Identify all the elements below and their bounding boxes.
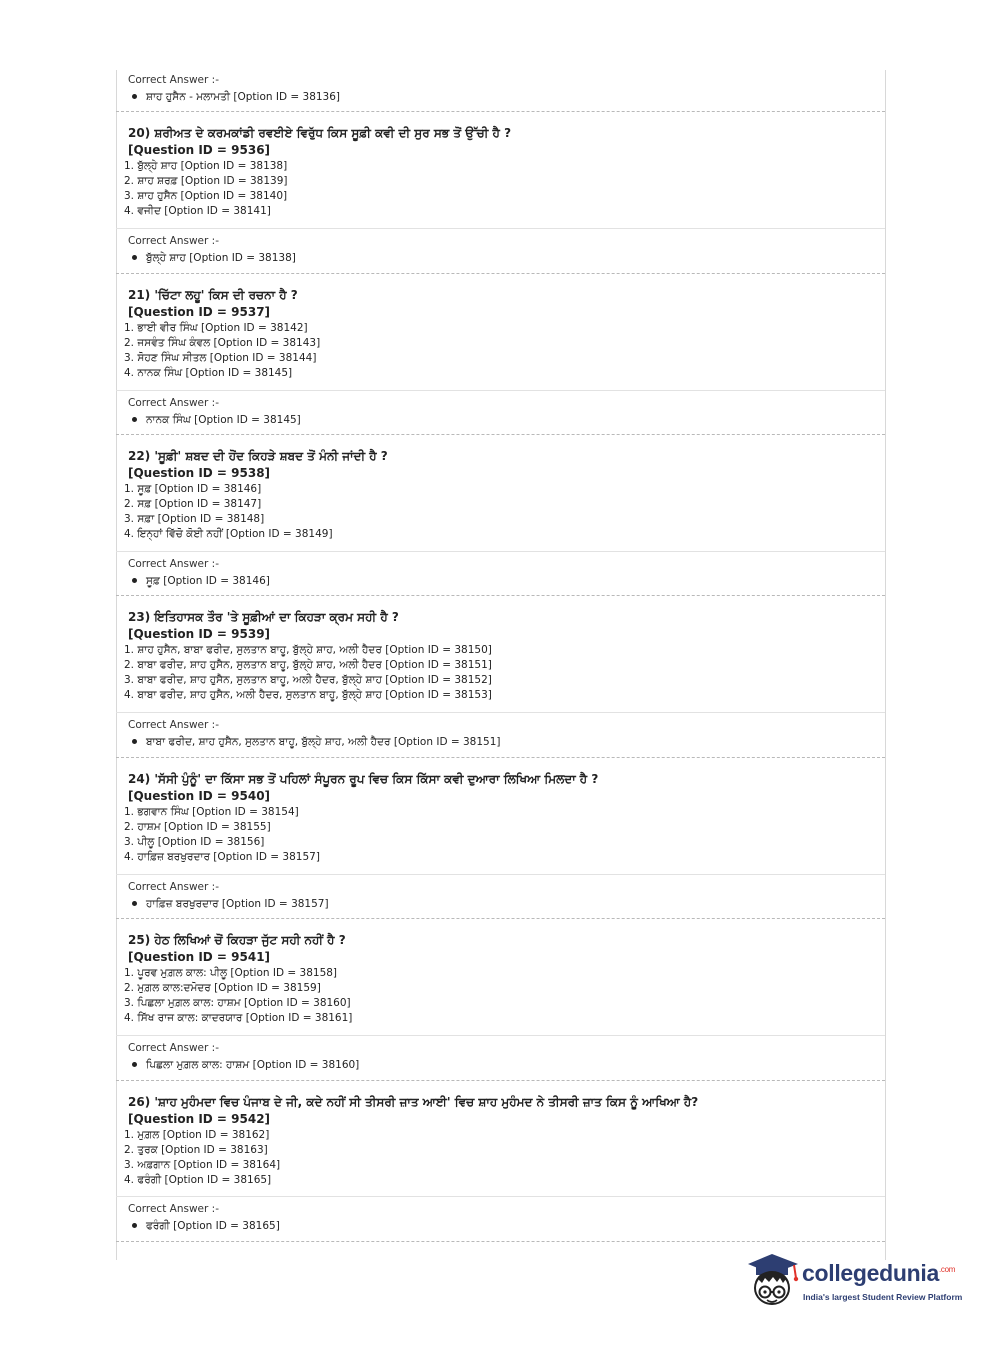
bullet-icon xyxy=(132,1062,137,1067)
answer-block-20 xyxy=(116,233,885,266)
option-item: 4. ਫਰੰਗੀ [Option ID = 38165] xyxy=(124,1174,272,1186)
question-title: 21) 'ਚਿੱਟਾ ਲਹੂ' ਕਿਸ ਦੀ ਰਚਨਾ ਹੈ ? xyxy=(128,288,298,302)
option-item: 3. ਬਾਬਾ ਫਰੀਦ, ਸ਼ਾਹ ਹੁਸੈਨ, ਸੁਲਤਾਨ ਬਾਹੂ, ਅਲੀ ਹੈਦਰ, ਬੁੱਲ੍ਹੇ ਸ਼ਾਹ [Option ID = 38152] xyxy=(124,674,492,686)
question-id: [Question ID = 9542] xyxy=(128,1112,271,1126)
answer-block-23 xyxy=(116,717,885,750)
answer-block-26 xyxy=(116,1201,885,1234)
brand-suffix: .com xyxy=(938,1265,956,1274)
answer-block-22 xyxy=(116,556,885,589)
question-title: 25) ਹੇਠ ਲਿਖਿਆਂ ਚੋਂ ਕਿਹੜਾ ਜੁੱਟ ਸਹੀ ਨਹੀਂ ਹੈ ? xyxy=(128,933,346,947)
option-item: 4. ਨਾਨਕ ਸਿੰਘ [Option ID = 38145] xyxy=(124,367,293,379)
option-item: 2. ਜਸਵੰਤ ਸਿੰਘ ਕੰਵਲ [Option ID = 38143] xyxy=(124,337,321,349)
option-item: 2. ਮੁਗ਼ਲ ਕਾਲ:ਦਮੋਦਰ [Option ID = 38159] xyxy=(124,982,321,994)
brand-name: collegedunia$^{.com}$ xyxy=(802,1260,956,1286)
question-block-24 xyxy=(116,770,885,865)
answer-block-24 xyxy=(116,879,885,912)
option-item: 1. ਬੁੱਲ੍ਹੇ ਸ਼ਾਹ [Option ID = 38138] xyxy=(124,160,288,172)
question-block-21 xyxy=(116,286,885,381)
answer-block-19 xyxy=(116,72,885,105)
correct-answer-value: ਫਰੰਗੀ [Option ID = 38165] xyxy=(128,1218,885,1234)
correct-answer-label: Correct Answer :- xyxy=(128,719,219,731)
correct-answer-label: Correct Answer :- xyxy=(128,74,219,86)
question-id: [Question ID = 9538] xyxy=(128,466,271,480)
answer-block-25 xyxy=(116,1040,885,1073)
option-item: 4. ਹਾਫ਼ਿਜ਼ ਬਰਖੁਰਦਾਰ [Option ID = 38157] xyxy=(124,851,320,863)
question-title: 20) ਸ਼ਰੀਅਤ ਦੇ ਕਰਮਕਾਂਡੀ ਰਵਈਏ ਵਿਰੁੱਧ ਕਿਸ ਸੂਫ਼ੀ ਕਵੀ ਦੀ ਸੁਰ ਸਭ ਤੋਂ ਉੱਚੀ ਹੈ ? xyxy=(128,126,512,140)
option-item: 2. ਬਾਬਾ ਫਰੀਦ, ਸ਼ਾਹ ਹੁਸੈਨ, ਸੁਲਤਾਨ ਬਾਹੂ, ਬੁੱਲ੍ਹੇ ਸ਼ਾਹ, ਅਲੀ ਹੈਦਰ [Option ID = 38151] xyxy=(124,659,492,671)
correct-answer-label: Correct Answer :- xyxy=(128,558,219,570)
question-block-22 xyxy=(116,447,885,542)
option-item: 2. ਸ਼ਾਹ ਸ਼ਰਫ਼ [Option ID = 38139] xyxy=(124,175,288,187)
option-item: 1. ਸ਼ਾਹ ਹੁਸੈਨ, ਬਾਬਾ ਫਰੀਦ, ਸੁਲਤਾਨ ਬਾਹੂ, ਬੁੱਲ੍ਹੇ ਸ਼ਾਹ, ਅਲੀ ਹੈਦਰ [Option ID = 38150] xyxy=(124,644,492,656)
question-id: [Question ID = 9540] xyxy=(128,789,271,803)
option-item: 3. ਸ਼ਾਹ ਹੁਸੈਨ [Option ID = 38140] xyxy=(124,190,288,202)
option-item: 3. ਪਿਛਲਾ ਮੁਗ਼ਲ ਕਾਲ: ਹਾਸ਼ਮ [Option ID = 38160] xyxy=(124,997,351,1009)
question-title: 26) 'ਸ਼ਾਹ ਮੁਹੰਮਦਾ ਵਿਚ ਪੰਜਾਬ ਦੇ ਜੀ, ਕਦੇ ਨਹੀਂ ਸੀ ਤੀਸਰੀ ਜ਼ਾਤ ਆਈ' ਵਿਚ ਸ਼ਾਹ ਮੁਹੰਮਦ ਨੇ ਤੀਸਰੀ ਜ਼ਾਤ ਕਿਸ ਨੂੰ ਆਖਿਆ ਹੈ? xyxy=(128,1095,699,1109)
question-title: 22) 'ਸੂਫ਼ੀ' ਸ਼ਬਦ ਦੀ ਹੋਂਦ ਕਿਹੜੇ ਸ਼ਬਦ ਤੋਂ ਮੰਨੀ ਜਾਂਦੀ ਹੈ ? xyxy=(128,449,388,463)
mascot-icon xyxy=(742,1250,800,1312)
bullet-icon xyxy=(132,94,137,99)
option-item: 2. ਤੁਰਕ [Option ID = 38163] xyxy=(124,1144,268,1156)
bullet-icon xyxy=(132,901,137,906)
option-item: 1. ਭਗਵਾਨ ਸਿੰਘ [Option ID = 38154] xyxy=(124,806,299,818)
option-item: 2. ਸਫ਼ [Option ID = 38147] xyxy=(124,498,262,510)
option-item: 4. ਬਾਬਾ ਫਰੀਦ, ਸ਼ਾਹ ਹੁਸੈਨ, ਅਲੀ ਹੈਦਰ, ਸੁਲਤਾਨ ਬਾਹੂ, ਬੁੱਲ੍ਹੇ ਸ਼ਾਹ [Option ID = 38153] xyxy=(124,689,492,701)
separator xyxy=(116,111,885,112)
divider xyxy=(116,228,885,229)
correct-answer-label: Correct Answer :- xyxy=(128,1203,219,1215)
separator xyxy=(116,273,885,274)
bullet-icon xyxy=(132,417,137,422)
separator xyxy=(116,1241,885,1242)
option-item: 3. ਪੀਲੂ [Option ID = 38156] xyxy=(124,836,265,848)
question-id: [Question ID = 9539] xyxy=(128,627,271,641)
question-title: 24) 'ਸੱਸੀ ਪੁੰਨੂੰ' ਦਾ ਕਿੱਸਾ ਸਭ ਤੋਂ ਪਹਿਲਾਂ ਸੰਪੂਰਨ ਰੂਪ ਵਿਚ ਕਿਸ ਕਿੱਸਾ ਕਵੀ ਦੁਆਰਾ ਲਿਖਿਆ ਮਿਲਦਾ ਹੈ ? xyxy=(128,772,599,786)
correct-answer-value: ਨਾਨਕ ਸਿੰਘ [Option ID = 38145] xyxy=(128,412,885,428)
option-item: 1. ਮੁਗ਼ਲ [Option ID = 38162] xyxy=(124,1129,270,1141)
option-item: 3. ਸਫ਼ਾ [Option ID = 38148] xyxy=(124,513,265,525)
question-id: [Question ID = 9537] xyxy=(128,305,271,319)
correct-answer-value: ਸ਼ਾਹ ਹੁਸੈਨ - ਮਲਾਮਤੀ [Option ID = 38136] xyxy=(128,89,885,105)
answer-block-21 xyxy=(116,395,885,428)
question-id: [Question ID = 9541] xyxy=(128,950,271,964)
bullet-icon xyxy=(132,1223,137,1228)
correct-answer-value: ਪਿਛਲਾ ਮੁਗ਼ਲ ਕਾਲ: ਹਾਸ਼ਮ [Option ID = 38160] xyxy=(128,1057,885,1073)
option-item: 1. ਭਾਈ ਵੀਰ ਸਿੰਘ [Option ID = 38142] xyxy=(124,322,308,334)
question-title: 23) ਇਤਿਹਾਸਕ ਤੌਰ 'ਤੇ ਸੂਫ਼ੀਆਂ ਦਾ ਕਿਹੜਾ ਕ੍ਰਮ ਸਹੀ ਹੈ ? xyxy=(128,610,399,624)
divider xyxy=(116,1035,885,1036)
bullet-icon xyxy=(132,739,137,744)
correct-answer-label: Correct Answer :- xyxy=(128,397,219,409)
correct-answer-value: ਬਾਬਾ ਫਰੀਦ, ਸ਼ਾਹ ਹੁਸੈਨ, ਸੁਲਤਾਨ ਬਾਹੂ, ਬੁੱਲ੍ਹੇ ਸ਼ਾਹ, ਅਲੀ ਹੈਦਰ [Option ID = 38151] xyxy=(128,734,885,750)
option-item: 4. ਸਿੱਖ ਰਾਜ ਕਾਲ: ਕਾਦਰਯਾਰ [Option ID = 38161] xyxy=(124,1012,353,1024)
option-item: 3. ਸੋਹਣ ਸਿੰਘ ਸੀਤਲ [Option ID = 38144] xyxy=(124,352,317,364)
option-item: 4. ਵਜੀਦ [Option ID = 38141] xyxy=(124,205,271,217)
collegedunia-logo xyxy=(742,1250,972,1312)
brand-tagline: India's largest Student Review Platform xyxy=(803,1292,963,1302)
bullet-icon xyxy=(132,578,137,583)
divider xyxy=(116,874,885,875)
separator xyxy=(116,434,885,435)
correct-answer-value: ਹਾਫ਼ਿਜ਼ ਬਰਖੁਰਦਾਰ [Option ID = 38157] xyxy=(128,896,885,912)
correct-answer-value: ਸੂਫ਼ [Option ID = 38146] xyxy=(128,573,885,589)
option-item: 1. ਸੂਫ਼ [Option ID = 38146] xyxy=(124,483,262,495)
divider xyxy=(116,551,885,552)
question-block-25 xyxy=(116,931,885,1026)
option-item: 1. ਪੂਰਵ ਮੁਗ਼ਲ ਕਾਲ: ਪੀਲੂ [Option ID = 38158] xyxy=(124,967,338,979)
correct-answer-value: ਬੁੱਲ੍ਹੇ ਸ਼ਾਹ [Option ID = 38138] xyxy=(128,250,885,266)
separator xyxy=(116,595,885,596)
separator xyxy=(116,1080,885,1081)
correct-answer-label: Correct Answer :- xyxy=(128,1042,219,1054)
divider xyxy=(116,390,885,391)
question-block-26 xyxy=(116,1093,885,1188)
option-item: 4. ਇਨ੍ਹਾਂ ਵਿੱਚੋ ਕੋਈ ਨਹੀਂ [Option ID = 38149] xyxy=(124,528,333,540)
option-item: 2. ਹਾਸ਼ਮ [Option ID = 38155] xyxy=(124,821,271,833)
bullet-icon xyxy=(132,255,137,260)
correct-answer-label: Correct Answer :- xyxy=(128,235,219,247)
separator xyxy=(116,757,885,758)
question-block-23 xyxy=(116,608,885,703)
correct-answer-label: Correct Answer :- xyxy=(128,881,219,893)
question-block-20 xyxy=(116,124,885,219)
option-item: 3. ਅਫ਼ਗਾਨ [Option ID = 38164] xyxy=(124,1159,281,1171)
separator xyxy=(116,918,885,919)
question-id: [Question ID = 9536] xyxy=(128,143,271,157)
divider xyxy=(116,712,885,713)
divider xyxy=(116,1196,885,1197)
